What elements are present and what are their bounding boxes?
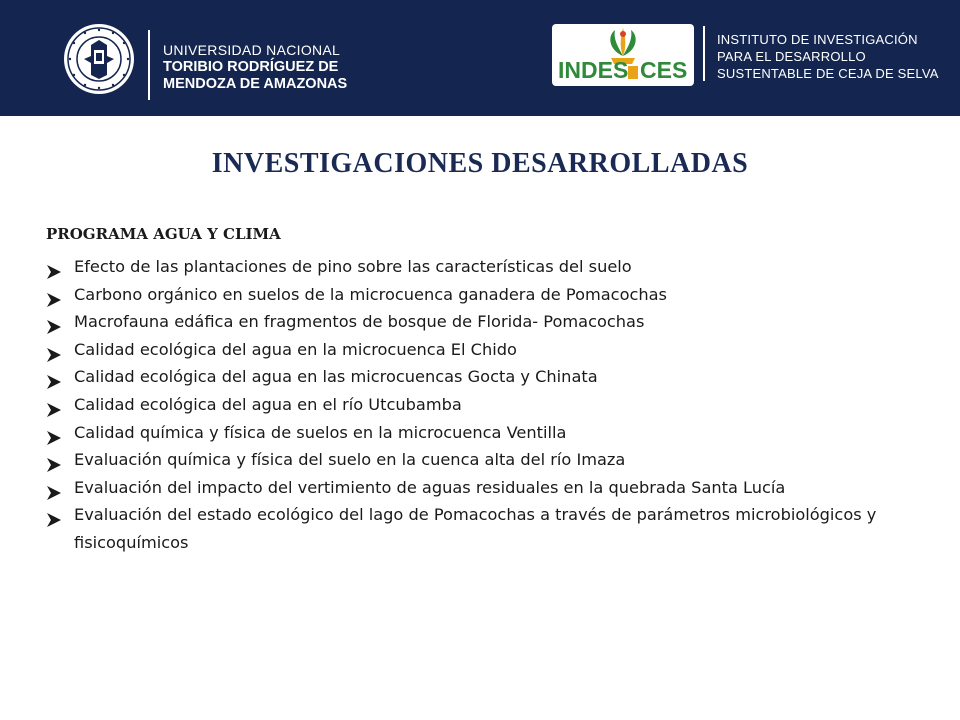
arrow-bullet-icon <box>46 370 62 384</box>
university-name-line1: UNIVERSIDAD NACIONAL <box>163 42 341 58</box>
arrow-bullet-icon <box>46 288 62 302</box>
arrow-bullet-icon <box>46 260 62 274</box>
page-title: INVESTIGACIONES DESARROLLADAS <box>211 148 749 179</box>
university-name-line2: TORIBIO RODRÍGUEZ DE <box>163 59 339 75</box>
research-list-item <box>46 501 886 556</box>
research-list-item-text: Efecto de las plantaciones de pino sobre las características del suelo <box>74 257 632 276</box>
arrow-bullet-icon <box>46 508 62 522</box>
header-divider-2 <box>703 26 705 81</box>
arrow-bullet-icon <box>46 398 62 412</box>
header-banner <box>0 0 960 116</box>
research-list-item <box>46 363 886 391</box>
research-list-item <box>46 474 886 502</box>
research-list-item-text: Evaluación del impacto del vertimiento de aguas residuales en la quebrada Santa Lucía <box>74 477 786 497</box>
institute-name <box>717 31 939 82</box>
svg-text:CES: CES <box>640 57 688 83</box>
university-seal-icon <box>63 23 135 95</box>
arrow-bullet-icon <box>46 315 62 329</box>
header-divider <box>148 30 150 100</box>
arrow-bullet-icon <box>46 453 62 467</box>
research-list <box>46 253 886 557</box>
research-list-item <box>46 419 886 447</box>
research-list-item-text: Macrofauna edáfica en fragmentos de bosque de Florida- Pomacochas <box>74 312 645 332</box>
research-list-item-text: Carbono orgánico en suelos de la microcuenca ganadera de Pomacochas <box>74 284 667 304</box>
program-heading: PROGRAMA AGUA Y CLIMA <box>46 225 281 243</box>
research-list-item <box>46 253 886 281</box>
indes-ces-logo <box>552 24 694 86</box>
svg-text:INDES: INDES <box>558 57 629 83</box>
arrow-bullet-icon <box>46 426 62 440</box>
institute-name-line2: PARA EL DESARROLLO <box>717 49 866 64</box>
arrow-bullet-icon <box>46 481 62 495</box>
research-list-item-text: Calidad ecológica del agua en el río Utcubamba <box>74 394 462 414</box>
arrow-bullet-icon <box>46 343 62 357</box>
research-list-item-text: Calidad ecológica del agua en la microcuenca El Chido <box>74 339 517 359</box>
research-list-item <box>46 308 886 336</box>
university-name <box>163 42 347 93</box>
university-name-line3: MENDOZA DE AMAZONAS <box>163 76 348 92</box>
institute-name-line1: INSTITUTO DE INVESTIGACIÓN <box>717 32 918 47</box>
research-list-item <box>46 336 886 364</box>
research-list-item-text: Calidad ecológica del agua en las microcuencas Gocta y Chinata <box>74 367 598 387</box>
research-list-item-text: Evaluación química y física del suelo en la cuenca alta del río Imaza <box>74 450 626 470</box>
research-list-item <box>46 391 886 419</box>
research-list-item-text: Evaluación del estado ecológico del lago de Pomacochas a través de parámetros microbiológicos y fisicoquímicos <box>74 505 877 552</box>
research-list-item-text: Calidad química y física de suelos en la microcuenca Ventilla <box>74 422 567 442</box>
institute-name-line3: SUSTENTABLE DE CEJA DE SELVA <box>717 66 939 81</box>
research-list-item <box>46 446 886 474</box>
research-list-item <box>46 281 886 309</box>
